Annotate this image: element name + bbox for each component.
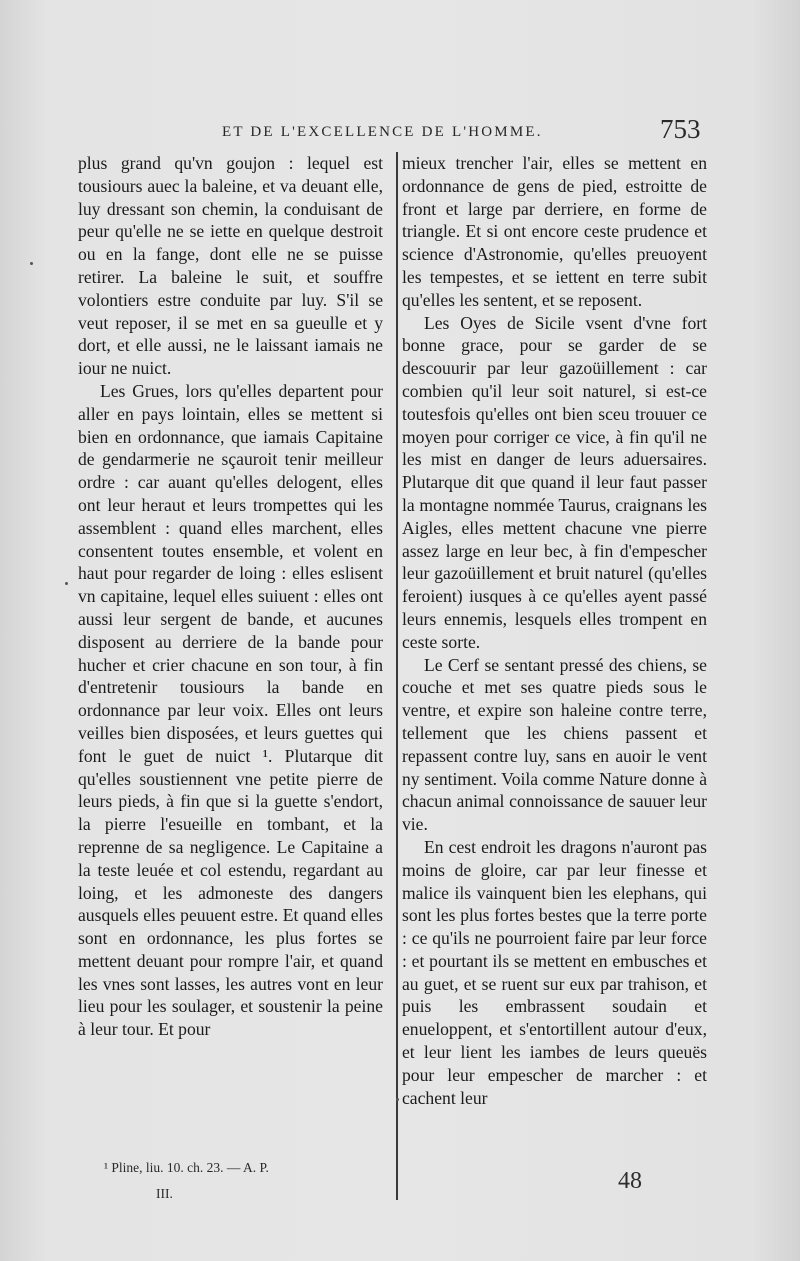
left-column (78, 152, 383, 1041)
paragraph: Les Grues, lors qu'elles departent pour aller en pays lointain, elles se mettent si bien en ordonnance, que iamais Capitaine de gendarmerie ne sçauroit tenir meilleur ordre : car auant qu'elles delogent, elles ont leur heraut et leurs trompettes qui les assemblent : quand elles marchent, elles consentent toutes ensemble, et volent en haut pour regarder de loing : elles eslisent vn capitaine, lequel elles suiuent : elles ont aussi leur sergent de bande, et aucunes disposent au derriere de la bande pour hucher et crier chacune en son tour, à fin d'entretenir tousiours la bande en ordonnance par leur voix. Elles ont leurs veilles bien disposées, et leurs guettes qui font le guet de nuict ¹. Plutarque dit qu'elles soustiennent vne petite pierre de leurs pieds, à fin que si la guette s'endort, la pierre l'esueille en tombant, et la reprenne de sa negligence. Le Capitaine a la teste leuée et col estendu, regardant au loing, et les admoneste des dangers ausquels elles peuuent estre. Et quand elles sont en ordonnance, les plus fortes se mettent deuant pour rompre l'air, et quand les vnes sont lasses, les autres vont en leur lieu pour les soulager, et soustenir la peine à leur tour. Et pour (78, 380, 383, 1040)
print-speck (65, 582, 68, 585)
paragraph: plus grand qu'vn goujon : lequel est tousiours auec la baleine, et va deuant elle, luy dressant son chemin, la conduisant de peur qu'elle ne se iette en quelque destroit ou en la fange, dont elle ne se puisse retirer. La baleine le suit, et souffre volontiers estre conduite par luy. S'il se veut reposer, il se met en sa gueulle et y dort, et elle aussi, ne le laissant iamais ne iour ne nuict. (78, 153, 383, 379)
footnote (104, 1155, 374, 1207)
print-speck (30, 262, 33, 265)
paragraph: Les Oyes de Sicile vsent d'vne fort bonne grace, pour se garder de se descouurir par leur gazoüillement : car combien qu'il leur soit naturel, si est-ce toutesfois qu'elles ont bien sceu trouuer ce moyen pour corriger ce vice, à fin qu'il ne les mist en danger de leurs aduersaires. Plutarque dit que quand il leur faut passer la montagne nommée Taurus, craignans les Aigles, elles mettent chacune vne pierre assez large en leur bec, à fin d'empescher leur gazoüillement et bruit naturel (qu'elles feroient) iusques à ce qu'elles ayent passé leurs ennemis, lesquels elles trompent en ceste sorte. (402, 312, 707, 652)
page-header (0, 114, 800, 148)
paragraph: En cest endroit les dragons n'auront pas moins de gloire, car par leur finesse et malice ils vainquent bien les elephans, qui sont les plus fortes bestes que la terre porte : ce qu'ils ne pourroient faire par leur force : et pourtant ils se mettent en embusches et au guet, et se ruent sur eux par trahison, et puis les embrassent soudain et enueloppent, et s'entortillent autour d'eux, et leur lient les iambes de leurs queuës pour leur empescher de marcher : et cachent leur (402, 836, 707, 1108)
right-column (402, 152, 707, 1109)
page-number: 753 (660, 114, 701, 144)
column-divider (396, 152, 398, 1200)
print-speck (396, 1098, 399, 1101)
running-head: ET DE L'EXCELLENCE DE L'HOMME. (222, 124, 543, 140)
paragraph: mieux trencher l'air, elles se mettent en ordonnance de gens de pied, estroitte de front et large par derriere, en forme de triangle. Et si ont encore ceste prudence et science d'Astronomie, qu'elles preuoyent les tempestes, et se iettent en terre subit qu'elles les sentent, et se reposent. (402, 153, 707, 310)
paragraph: Le Cerf se sentant pressé des chiens, se couche et met ses quatre pieds sous le ventre, et expire son haleine contre terre, tellement que les chiens passent et repassent contre luy, sans en auoir le vent ny sentiment. Voila comme Nature donne à chacun animal connoissance de sauuer leur vie. (402, 654, 707, 835)
signature-mark: 48 (618, 1168, 642, 1194)
footnote-text: ¹ Pline, liu. 10. ch. 23. — A. P. (104, 1160, 269, 1175)
footnote-volume: III. (156, 1186, 173, 1201)
